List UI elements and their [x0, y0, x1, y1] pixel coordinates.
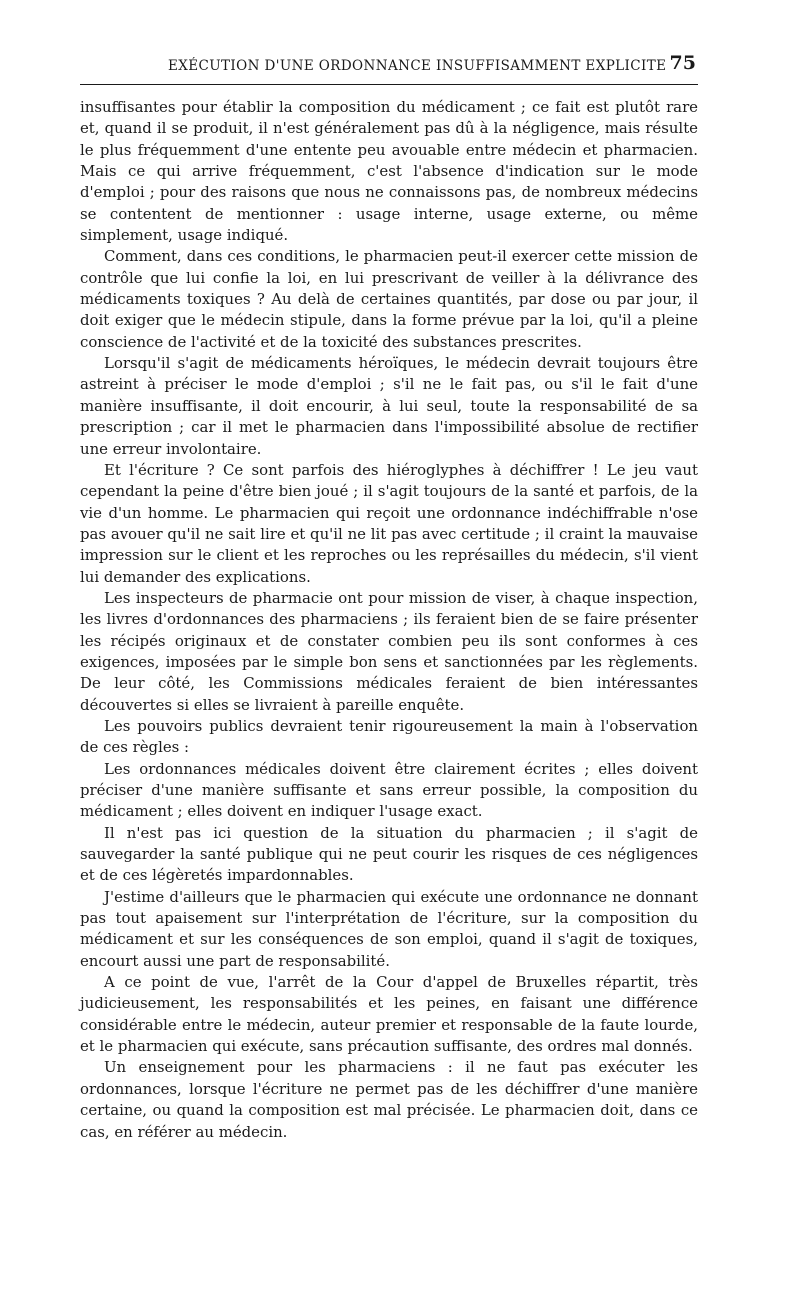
book-page	[80, 48, 698, 1143]
paragraph: Il n'est pas ici question de la situation du pharmacien ; il s'agit de sauvegarder la santé publique qui ne peut courir les risques de ces négligences et de ces légèretés impardonnables.	[80, 823, 698, 885]
paragraph: Les pouvoirs publics devraient tenir rigoureusement la main à l'observation de ces règles :	[80, 716, 698, 757]
paragraph: Un enseignement pour les pharmaciens : il ne faut pas exécuter les ordonnances, lorsque l'écriture ne permet pas de les déchiffrer d'une manière certaine, ou quand la composition est mal précisée. Le pharmacien doit, dans ce cas, en référer au médecin.	[80, 1058, 698, 1141]
running-title: EXÉCUTION D'UNE ORDONNANCE INSUFFISAMMENT EXPLICITE	[168, 58, 667, 74]
paragraph: Lorsqu'il s'agit de médicaments héroïques, le médecin devrait toujours être astreint à préciser le mode d'emploi ; s'il ne le fait pas, ou s'il le fait d'une manière insuffisante, il doit encourir, à lui seul, toute la responsabilité de sa prescription ; car il met le pharmacien dans l'impossibilité absolue de rectifier une erreur involontaire.	[80, 354, 698, 458]
running-header	[80, 48, 698, 85]
paragraph: Les inspecteurs de pharmacie ont pour mission de viser, à chaque inspection, les livres d'ordonnances des pharmaciens ; ils feraient bien de se faire présenter les récipés originaux et de constater combien peu ils sont conformes à ces exigences, imposées par le simple bon sens et sanctionnées par les règlements. De leur côté, les Commissions médicales feraient de bien intéressantes découvertes si elles se livraient à pareille enquête.	[80, 588, 698, 714]
paragraph: Et l'écriture ? Ce sont parfois des hiéroglyphes à déchiffrer ! Le jeu vaut cependant la peine d'être bien joué ; il s'agit toujours de la santé et parfois, de la vie d'un homme. Le pharmacien qui reçoit une ordonnance indéchiffrable n'ose pas avouer qu'il ne sait lire et qu'il ne lit pas avec certitude ; il craint la mauvaise impression sur le client et les reproches ou les représailles du médecin, s'il vient lui demander des explications.	[80, 460, 698, 586]
paragraph-continuation: insuffisantes pour établir la composition du médicament ; ce fait est plutôt rare et, quand il se produit, il n'est généralement pas dû à la négligence, mais résulte le plus fréquemment d'une entente peu avouable entre médecin et pharmacien. Mais ce qui arrive fréquemment, c'est l'absence d'indication sur le mode d'emploi ; pour des raisons que nous ne connaissons pas, de nombreux médecins se contentent de mentionner : usage interne, usage externe, ou même simplement, usage indiqué.	[80, 98, 698, 245]
paragraph: J'estime d'ailleurs que le pharmacien qui exécute une ordonnance ne donnant pas tout apaisement sur l'interprétation de l'écriture, sur la composition du médicament et sur les conséquences de son emploi, quand il s'agit de toxiques, encourt aussi une part de responsabilité.	[80, 887, 698, 970]
page-number: 75	[669, 52, 696, 74]
paragraph: Comment, dans ces conditions, le pharmacien peut-il exercer cette mission de contrôle que lui confie la loi, en lui prescrivant de veiller à la délivrance des médicaments toxiques ? Au delà de certaines quantités, par dose ou par jour, il doit exiger que le médecin stipule, dans la forme prévue par la loi, qu'il a pleine conscience de l'activité et de la toxicité des substances prescrites.	[80, 247, 698, 351]
paragraph: A ce point de vue, l'arrêt de la Cour d'appel de Bruxelles répartit, très judicieusement, les responsabilités et les peines, en faisant une différence considérable entre le médecin, auteur premier et responsable de la faute lourde, et le pharmacien qui exécute, sans précaution suffisante, des ordres mal donnés.	[80, 973, 698, 1056]
paragraph: Les ordonnances médicales doivent être clairement écrites ; elles doivent préciser d'une manière suffisante et sans erreur possible, la composition du médicament ; elles doivent en indiquer l'usage exact.	[80, 759, 698, 821]
body-text	[80, 97, 698, 1143]
